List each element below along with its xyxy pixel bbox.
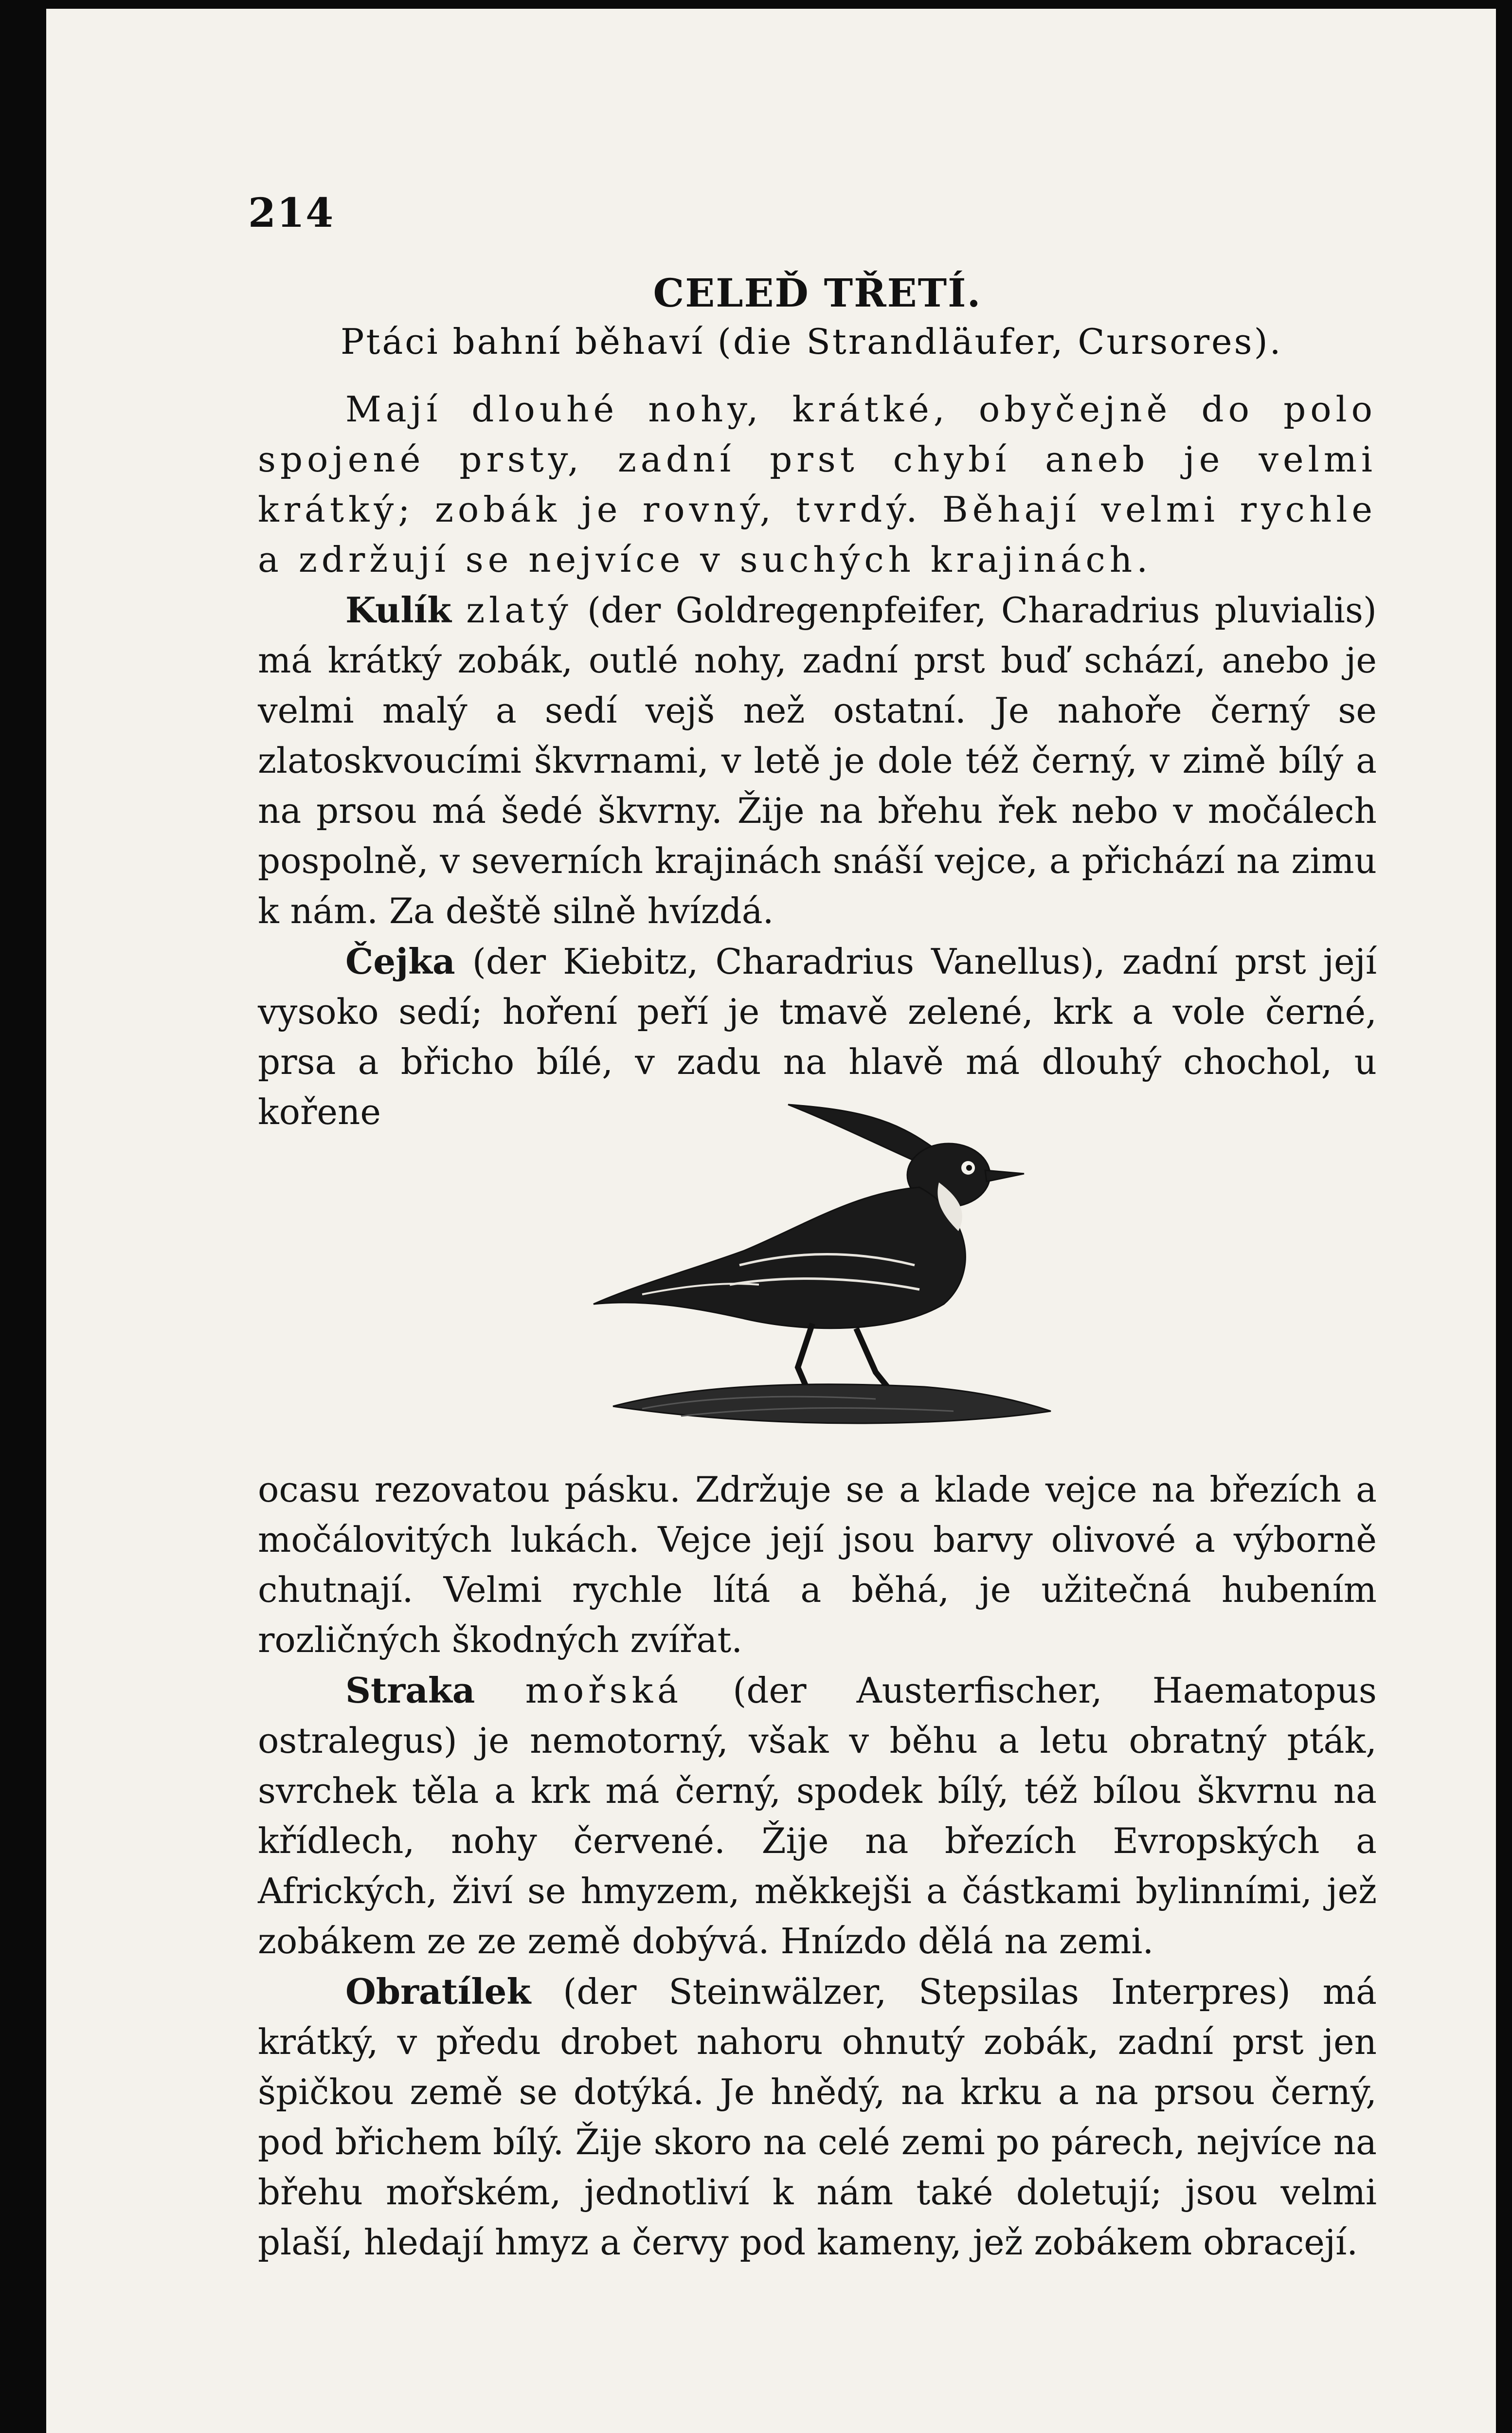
lapwing-illustration	[584, 1090, 1070, 1440]
bird-beak	[985, 1170, 1024, 1181]
kulik-text: (der Goldregenpfeifer, Charadrius pluvialis) má krátký zobák, outlé nohy, zadní prst buď schází, anebo je velmi malý a sedí vejš než ostatní. Je nahoře černý se zlatoskvoucími škvrnami, v letě je dole též černý, v zimě bílý a na prsou má šedé škvrny. Žije na břehu řek nebo v močálech pospolně, v severních krajinách snáší vejce, a přichází na zimu k nám. Za deště silně hvízdá.	[258, 590, 1377, 931]
straka-name-rest: mořská	[525, 1670, 683, 1711]
straka-text: (der Austerfischer, Haematopus ostralegus) je nemotorný, však v běhu a letu obratný pták, svrchek těla a krk má černý, spodek bílý, též bílou škvrnu na křídlech, nohy červené. Žije na březích Evropských a Afrických, živí se hmyzem, měkkejši a částkami bylinními, jež zobákem ze ze země dobývá. Hnízdo dělá na zemi.	[258, 1670, 1377, 1961]
kulik-name-rest: zlatý	[466, 590, 573, 631]
page-number: 214	[248, 190, 335, 236]
text-block-upper	[258, 384, 1377, 1137]
obratilek-text: (der Steinwälzer, Stepsilas Interpres) má krátký, v předu drobet nahoru ohnutý zobák, zadní prst jen špičkou země se dotýká. Je hnědý, na krku a na prsou černý, pod břichem bílý. Žije skoro na celé zemi po párech, nejvíce na břehu mořském, jednotliví k nám také doletují; jsou velmi plaší, hledají hmyz a červy pod kameny, jež zobákem obracejí.	[258, 1971, 1377, 2263]
kulik-name: Kulík	[345, 589, 451, 631]
text-block-lower	[258, 1465, 1377, 2268]
straka-name: Straka	[345, 1670, 475, 1711]
straka-paragraph	[258, 1665, 1377, 1966]
kulik-paragraph	[258, 585, 1377, 936]
bird-crest	[788, 1105, 934, 1163]
cejka-name: Čejka	[345, 941, 455, 982]
intro-paragraph: Mají dlouhé nohy, krátké, obyčejně do polo spojené prsty, zadní prst chybí aneb je velmi krátký; zobák je rovný, tvrdý. Běhají velmi rychle a zdržují se nejvíce v suchých krajinách.	[258, 389, 1377, 580]
cejka-paragraph-continued: ocasu rezovatou pásku. Zdržuje se a klade vejce na březích a močálovitých lukách. Vejce její jsou barvy olivové a výborně chutnají. Velmi rychle lítá a běhá, je užitečná hubením rozličných škodných zvířat.	[258, 1469, 1377, 1660]
bird-pupil	[966, 1165, 972, 1171]
obratilek-paragraph	[258, 1966, 1377, 2268]
chapter-subtitle: Ptáci bahní běhaví (die Strandläufer, Cursores).	[341, 321, 1283, 362]
chapter-heading: CELEĎ TŘETÍ.	[653, 270, 982, 316]
cejka-text-before: (der Kiebitz, Charadrius Vanellus), zadní prst její vysoko sedí; hoření peří je tmavě zelené, krk a vole černé, prsa a břicho bílé, v zadu na hlavě má dlouhý chochol, u kořene	[258, 941, 1377, 1132]
ground	[613, 1384, 1051, 1423]
obratilek-name: Obratílek	[345, 1971, 531, 2012]
